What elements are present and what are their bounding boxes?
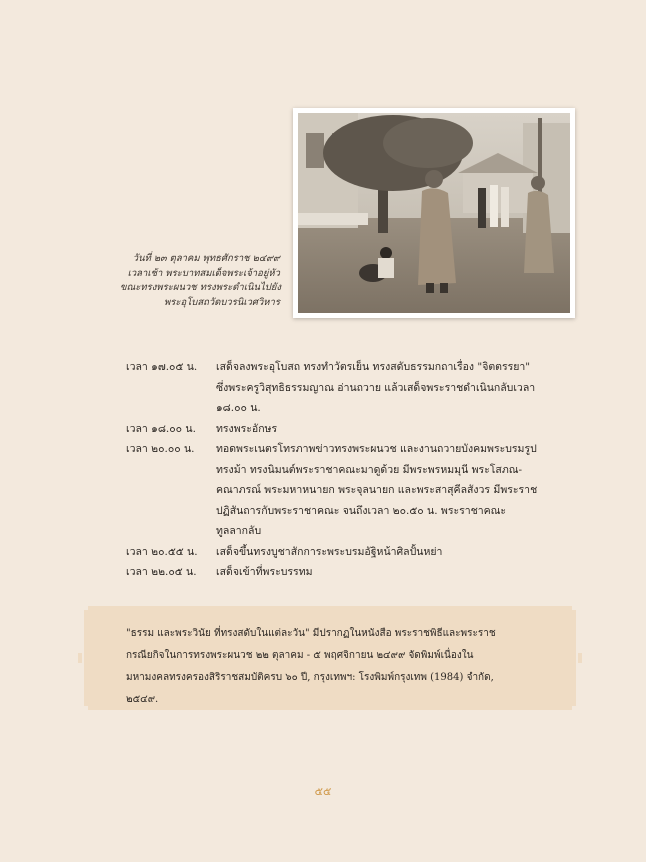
schedule-line: คณาภรณ์ พระมหาหนายก พระจุลนายก และพระสาสุคีลสังวร มีพระราช [216, 484, 538, 496]
schedule-line: ทอดพระเนตรโทรภาพข่าวทรงพระผนวช และงานถวายบังคมพระบรมรูป [216, 443, 537, 455]
historical-photo-frame [293, 108, 575, 318]
schedule-line: ทรงม้า ทรงนิมนต์พระราชาคณะมาดูด้วย มีพระพรหมมุนี พระโสภณ- [216, 463, 523, 476]
schedule-description [216, 357, 535, 419]
schedule-line: ซึ่งพระครูวิสุทธิธรรมญาณ อ่านถวาย แล้วเสด็จพระราชดำเนินกลับเวลา [216, 381, 536, 394]
schedule-time: เวลา ๑๗.๐๕ น. [126, 361, 198, 373]
schedule-line: ทูลลากลับ [216, 525, 262, 537]
schedule-line: ทรงพระอักษร [216, 422, 278, 435]
schedule-description [216, 542, 526, 563]
note-box-notch [578, 653, 582, 663]
schedule-line: เสด็จลงพระอุโบสถ ทรงทำวัตรเย็น ทรงสดับธรรมกถาเรื่อง "จิตตรรยา" [216, 361, 531, 373]
monks-procession-photo [298, 113, 570, 313]
caption-line: เวลาเช้า พระบาทสมเด็จพระเจ้าอยู่หัว [127, 267, 280, 279]
note-box-corner [572, 602, 580, 610]
reference-note-text [126, 623, 566, 711]
schedule-entry [126, 419, 526, 440]
caption-line: วันที่ ๒๓ ตุลาคม พุทธศักราช ๒๔๙๙ [132, 253, 280, 264]
schedule-entry [126, 439, 538, 542]
schedule-line: เสด็จเข้าที่พระบรรทม [216, 566, 313, 578]
note-line: ๒๕๔๙. [126, 694, 159, 705]
schedule-description [216, 419, 526, 440]
schedule-time: เวลา ๑๘.๐๐ น. [126, 422, 196, 435]
note-box-notch [78, 653, 82, 663]
note-line: มหามงคลทรงครองสิริราชสมบัติครบ ๖๐ ปี, กรุงเทพฯ: โรงพิมพ์กรุงเทพ (1984) จำกัด, [126, 672, 494, 683]
note-box-corner [80, 602, 88, 610]
note-box-corner [572, 706, 580, 714]
schedule-line: เสด็จขึ้นทรงบูชาสักการะพระบรมอัฐิหน้าศิลปั้นหย่า [216, 545, 443, 558]
caption-line: พระอุโบสถวัดบวรนิเวศวิหาร [164, 296, 280, 308]
note-line: "ธรรม และพระวินัย ที่ทรงสดับในแต่ละวัน" มีปรากฏในหนังสือ พระราชพิธีและพระราช [126, 628, 496, 639]
daily-schedule [126, 357, 538, 583]
schedule-entry [126, 542, 526, 563]
schedule-time: เวลา ๒๐.๕๕ น. [126, 545, 198, 558]
page-number: ๕๕ [314, 785, 332, 798]
caption-line: ขณะทรงพระผนวช ทรงพระดำเนินไปยัง [120, 282, 281, 293]
schedule-time: เวลา ๒๐.๐๐ น. [126, 443, 195, 455]
note-line: กรณียกิจในการทรงพระผนวช ๒๒ ตุลาคม - ๕ พฤศจิกายน ๒๔๙๙ จัดพิมพ์เนื่องใน [126, 650, 474, 661]
schedule-description [216, 439, 537, 542]
note-box-corner [80, 706, 88, 714]
photo-caption [120, 252, 280, 310]
schedule-entry [126, 562, 526, 583]
schedule-line: ๑๘.๐๐ น. [216, 402, 261, 414]
reference-note-box [84, 606, 576, 710]
schedule-time: เวลา ๒๒.๐๕ น. [126, 566, 197, 578]
schedule-line: ปฏิสันถารกับพระราชาคณะ จนถึงเวลา ๒๐.๕๐ น. พระราชาคณะ [216, 504, 507, 517]
schedule-entry [126, 357, 536, 419]
schedule-description [216, 562, 526, 583]
